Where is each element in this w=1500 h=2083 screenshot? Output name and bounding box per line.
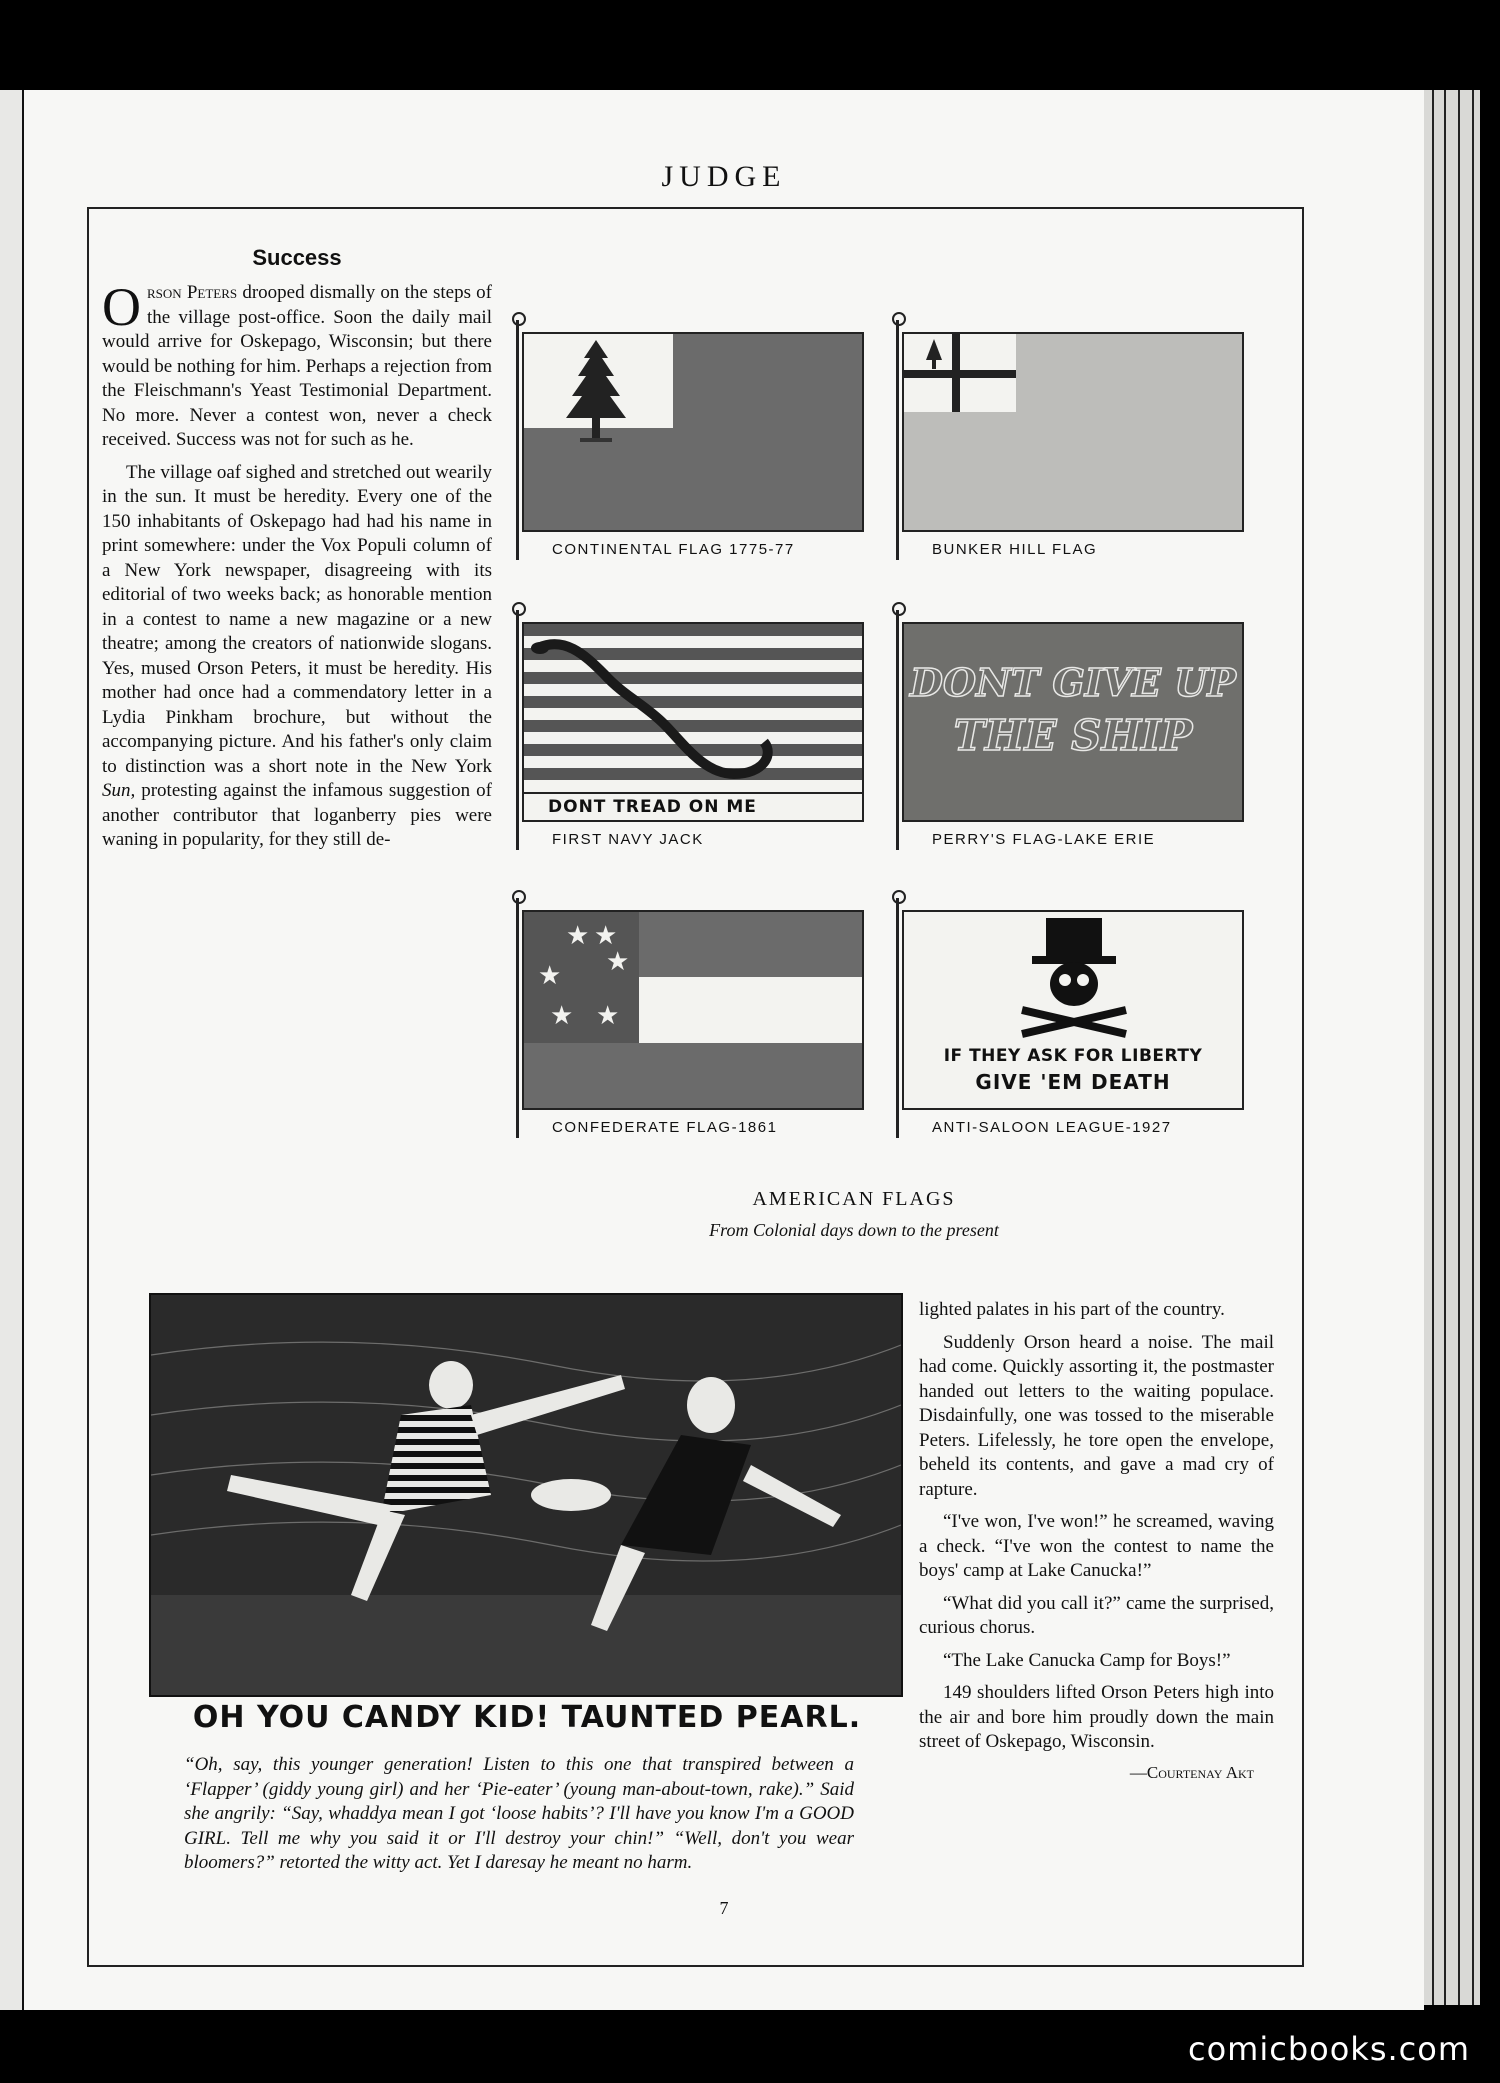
article-paragraph: “What did you call it?” came the surprised, curious chorus.: [919, 1592, 1274, 1638]
flag-caption: FIRST NAVY JACK: [552, 831, 704, 848]
flag-caption: ANTI-SALOON LEAGUE-1927: [932, 1119, 1172, 1136]
magazine-page: [24, 90, 1424, 2010]
cartoon-woodcut: [149, 1293, 903, 1697]
small-tree-icon: [922, 338, 946, 372]
article-paragraph: Suddenly Orson heard a noise. The mail had come. Quickly assorting it, the postmaster handed out letters to the waiting populace. Disdainfully, one was tossed to the miserable Peters. Lifelessly, he tore open the envelope, beheld its contents, and gave a mad cry of rapture.: [919, 1331, 1274, 1500]
article-title: Success: [252, 245, 342, 270]
flag-motto-line2: THE SHIP: [953, 711, 1193, 760]
article-right-column: [919, 1298, 1274, 1783]
flag-caption: CONTINENTAL FLAG 1775-77: [552, 541, 795, 558]
article-paragraph: “I've won, I've won!” he screamed, waving a check. “I've won the contest to name the boys' camp at Lake Canucka!”: [919, 1511, 1274, 1581]
byline: —Courtenay Akt: [1129, 1762, 1254, 1782]
flags-subtitle: From Colonial days down to the present: [709, 1220, 999, 1240]
svg-text:★: ★: [566, 921, 590, 950]
watermark: comicbooks.com: [1187, 2030, 1470, 2068]
cartoon-quote: “Oh, say, this younger generation! Listen to this one that transpired between a ‘Flapper’ (giddy young girl) and her ‘Pie-eater’ (young man-about-town, rake).” Said she angrily: “Say, whaddya mean I got ‘loose habits’? I'll have you know I'm a GOOD GIRL. Tell me why you said it or I'll destroy your chin!” “Well, don't you wear bloomers?” retorted the witty act. Yet I daresay he meant no harm.: [184, 1754, 854, 1873]
flag-continental: [514, 320, 864, 560]
flag-perry: [894, 610, 1244, 850]
flag-caption: PERRY'S FLAG-LAKE ERIE: [932, 831, 1156, 848]
page-number: 7: [719, 1898, 729, 1918]
paragraph-text: drooped dismally on the steps of the village post-office. Soon the daily mail would arrive for Oskepago, Wisconsin; but there would be nothing for him. Perhaps a rejection from the Fleischmann's Yeast Testimonial Department. No more. Never a contest won, never a check received. Success was not for such as he.: [102, 282, 492, 450]
flag-banner: DONT TREAD ON ME: [524, 792, 862, 820]
drop-cap: O: [102, 277, 141, 337]
flag-motto-line1: IF THEY ASK FOR LIBERTY: [943, 1046, 1203, 1066]
flag-motto-line2: GIVE 'EM DEATH: [975, 1070, 1171, 1094]
masthead: JUDGE: [661, 160, 787, 193]
dancing-couple-illustration: [151, 1295, 901, 1695]
svg-text:★: ★: [596, 1001, 620, 1030]
article-paragraph: “The Lake Canucka Camp for Boys!”: [943, 1649, 1231, 1671]
svg-text:★: ★: [550, 1001, 574, 1030]
paragraph-text: protesting against the infamous suggestion of another contributor that loganberry pies were waning in popularity, for they still de-: [102, 780, 492, 850]
flag-anti-saloon: [894, 898, 1244, 1138]
flag-motto-line1: DONT GIVE UP: [910, 660, 1236, 705]
flags-illustration: [514, 320, 1304, 1200]
article-paragraph: [102, 277, 492, 453]
flag-caption: CONFEDERATE FLAG-1861: [552, 1119, 778, 1136]
article-left-column: [102, 245, 492, 861]
svg-text:★: ★: [538, 961, 562, 990]
stars-icon: [524, 912, 642, 1042]
svg-text:★: ★: [594, 921, 618, 950]
left-page-edge: [0, 90, 24, 2010]
paragraph-text: The village oaf sighed and stretched out wearily in the sun. It must be heredity. Every one of the 150 inhabitants of Oskepago had had his name in print somewhere: under the Vox Populi column of a New York newspaper, disagreeing with its editorial of two weeks back; as honorable mention in a contest to name a new magazine or a new theatre; among the creators of nationwide slogans. Yes, mused Orson Peters, it must be heredity. His mother had once had a commendatory letter in a Lydia Pinkham brochure, but without the accompanying picture. And his father's only claim to distinction was a short note in the New York: [102, 461, 492, 777]
svg-text:★: ★: [606, 947, 630, 976]
flag-confederate: [514, 898, 864, 1138]
rattlesnake-icon: [524, 624, 854, 804]
page-stack-edge: [1424, 90, 1480, 2005]
lead-name: rson Peters: [147, 282, 238, 303]
article-paragraph: 149 shoulders lifted Orson Peters high into the air and bore him proudly down the main street of Oskepago, Wisconsin.: [919, 1682, 1274, 1752]
article-paragraph: lighted palates in his part of the country.: [919, 1299, 1225, 1320]
pine-tree-icon: [556, 338, 636, 448]
article-paragraph: [102, 461, 492, 853]
cartoon-caption: OH YOU CANDY KID! TAUNTED PEARL.: [192, 1700, 862, 1735]
flag-bunker-hill: [894, 320, 1244, 560]
flag-first-navy-jack: [514, 610, 864, 850]
newspaper-name: Sun,: [102, 780, 136, 801]
flag-caption: BUNKER HILL FLAG: [932, 541, 1098, 558]
skull-top-hat-icon: [994, 914, 1154, 1044]
flags-title: AMERICAN FLAGS: [752, 1188, 956, 1210]
